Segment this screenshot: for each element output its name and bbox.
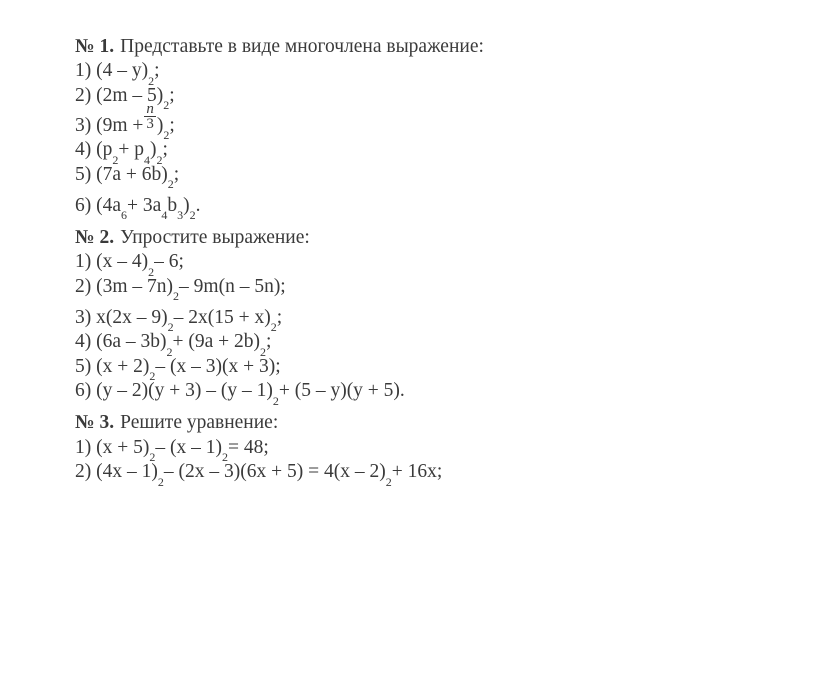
task-3-item-1: 1) (x + 5) 2 – (x – 1) 2 = 48;: [75, 436, 269, 464]
task-3-title: [75, 407, 795, 433]
task-number: № 2.: [75, 226, 115, 248]
task-1-item-5: 5) (7a + 6b) 2 ;: [75, 163, 180, 191]
task-2-item-4: 4) (6a – 3b) 2 + (9a + 2b) 2 ;: [75, 331, 272, 359]
task-3-item-2: 2) (4x – 1) 2 – (2x – 3)(6x + 5) = 4(x – 2) 2 + 16x;: [75, 461, 443, 489]
task-2-item-1: 1) (x – 4) 2 – 6;: [75, 251, 184, 279]
task-instruction: Решите уравнение:: [120, 412, 279, 433]
task-1-item-1: 1) (4 – y) 2 ;: [75, 60, 160, 88]
task-instruction: Упростите выражение:: [120, 226, 310, 248]
task-1-item-6: 6) (4a 6 + 3a 4 b 3 ) 2 .: [75, 194, 201, 222]
task-2-item-2: 2) (3m – 7n) 2 – 9m(n – 5n);: [75, 275, 286, 303]
task-1-title: [75, 30, 795, 56]
task-1-item-2: 2) (2m – 5) 2 ;: [75, 84, 175, 112]
task-number: № 1.: [75, 35, 115, 57]
task-1-item-3: 3) (9m + $\frac{n}{3}$ ) 2 ;: [75, 101, 175, 142]
task-2-item-5: 5) (x + 2) 2 – (x – 3)(x + 3);: [75, 355, 281, 383]
task-2-title: [75, 221, 795, 247]
task-instruction: Представьте в виде многочлена выражение:: [120, 35, 484, 57]
fraction: $\frac{n}{3}$: [146, 101, 154, 132]
task-1-item-4: 4) (p 2 + p 4 ) 2 ;: [75, 139, 168, 167]
task-number: № 3.: [75, 412, 115, 433]
task-2-item-3: 3) x(2x – 9) 2 – 2x(15 + x) 2 ;: [75, 306, 283, 334]
worksheet: [75, 30, 795, 489]
task-2-item-6: 6) (y – 2)(y + 3) – (y – 1) 2 + (5 – y)(y + 5).: [75, 380, 405, 408]
